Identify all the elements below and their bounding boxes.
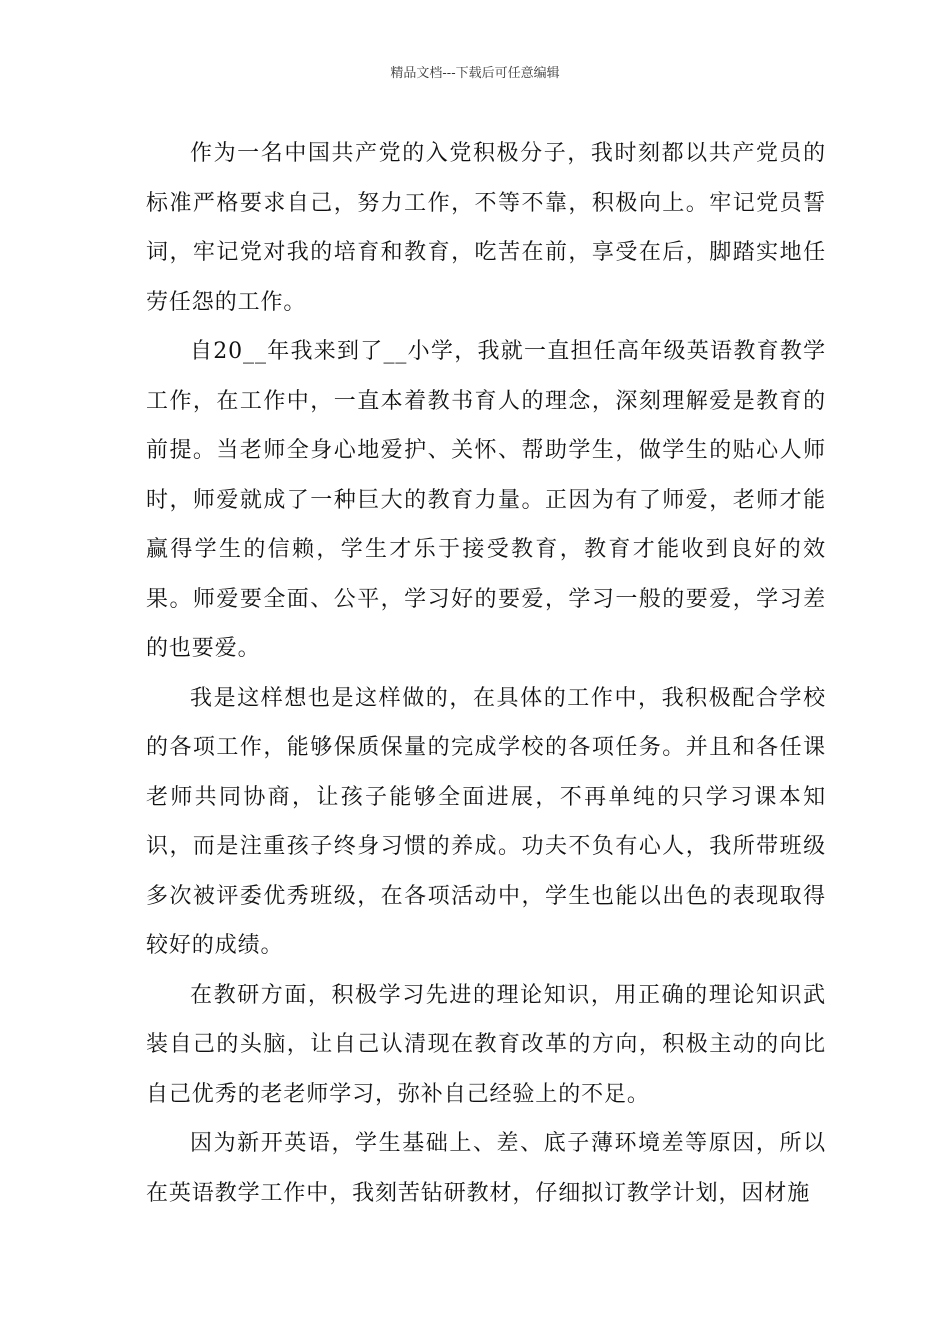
- page-header: 精品文档---下载后可任意编辑: [390, 66, 560, 81]
- document-body: [146, 129, 826, 1218]
- paragraph-2: 自20__年我来到了__小学，我就一直担任高年级英语教育教学工作，在工作中，一直本着教书育人的理念，深刻理解爱是教育的前提。当老师全身心地爱护、关怀、帮助学生，做学生的贴心人师时，师爱就成了一种巨大的教育力量。正因为有了师爱，老师才能赢得学生的信赖，学生才乐于接受教育，教育才能收到良好的效果。师爱要全面、公平，学习好的要爱，学习一般的要爱，学习差的也要爱。: [146, 339, 826, 661]
- paragraph-4: 在教研方面，积极学习先进的理论知识，用正确的理论知识武装自己的头脑，让自己认清现在教育改革的方向，积极主动的向比自己优秀的老老师学习，弥补自己经验上的不足。: [146, 982, 826, 1107]
- paragraph-1: 作为一名中国共产党的入党积极分子，我时刻都以共产党员的标准严格要求自己，努力工作，不等不靠，积极向上。牢记党员誓词，牢记党对我的培育和教育，吃苦在前，享受在后，脚踏实地任劳任怨的工作。: [146, 141, 826, 315]
- paragraph-5: 因为新开英语，学生基础上、差、底子薄环境差等原因，所以在英语教学工作中，我刻苦钻研教材，仔细拟订教学计划，因材施: [146, 1131, 826, 1206]
- paragraph-3: 我是这样想也是这样做的，在具体的工作中，我积极配合学校的各项工作，能够保质保量的完成学校的各项任务。并且和各任课老师共同协商，让孩子能够全面进展，不再单纯的只学习课本知识，而是注重孩子终身习惯的养成。功夫不负有心人，我所带班级多次被评委优秀班级，在各项活动中，学生也能以出色的表现取得较好的成绩。: [146, 685, 826, 958]
